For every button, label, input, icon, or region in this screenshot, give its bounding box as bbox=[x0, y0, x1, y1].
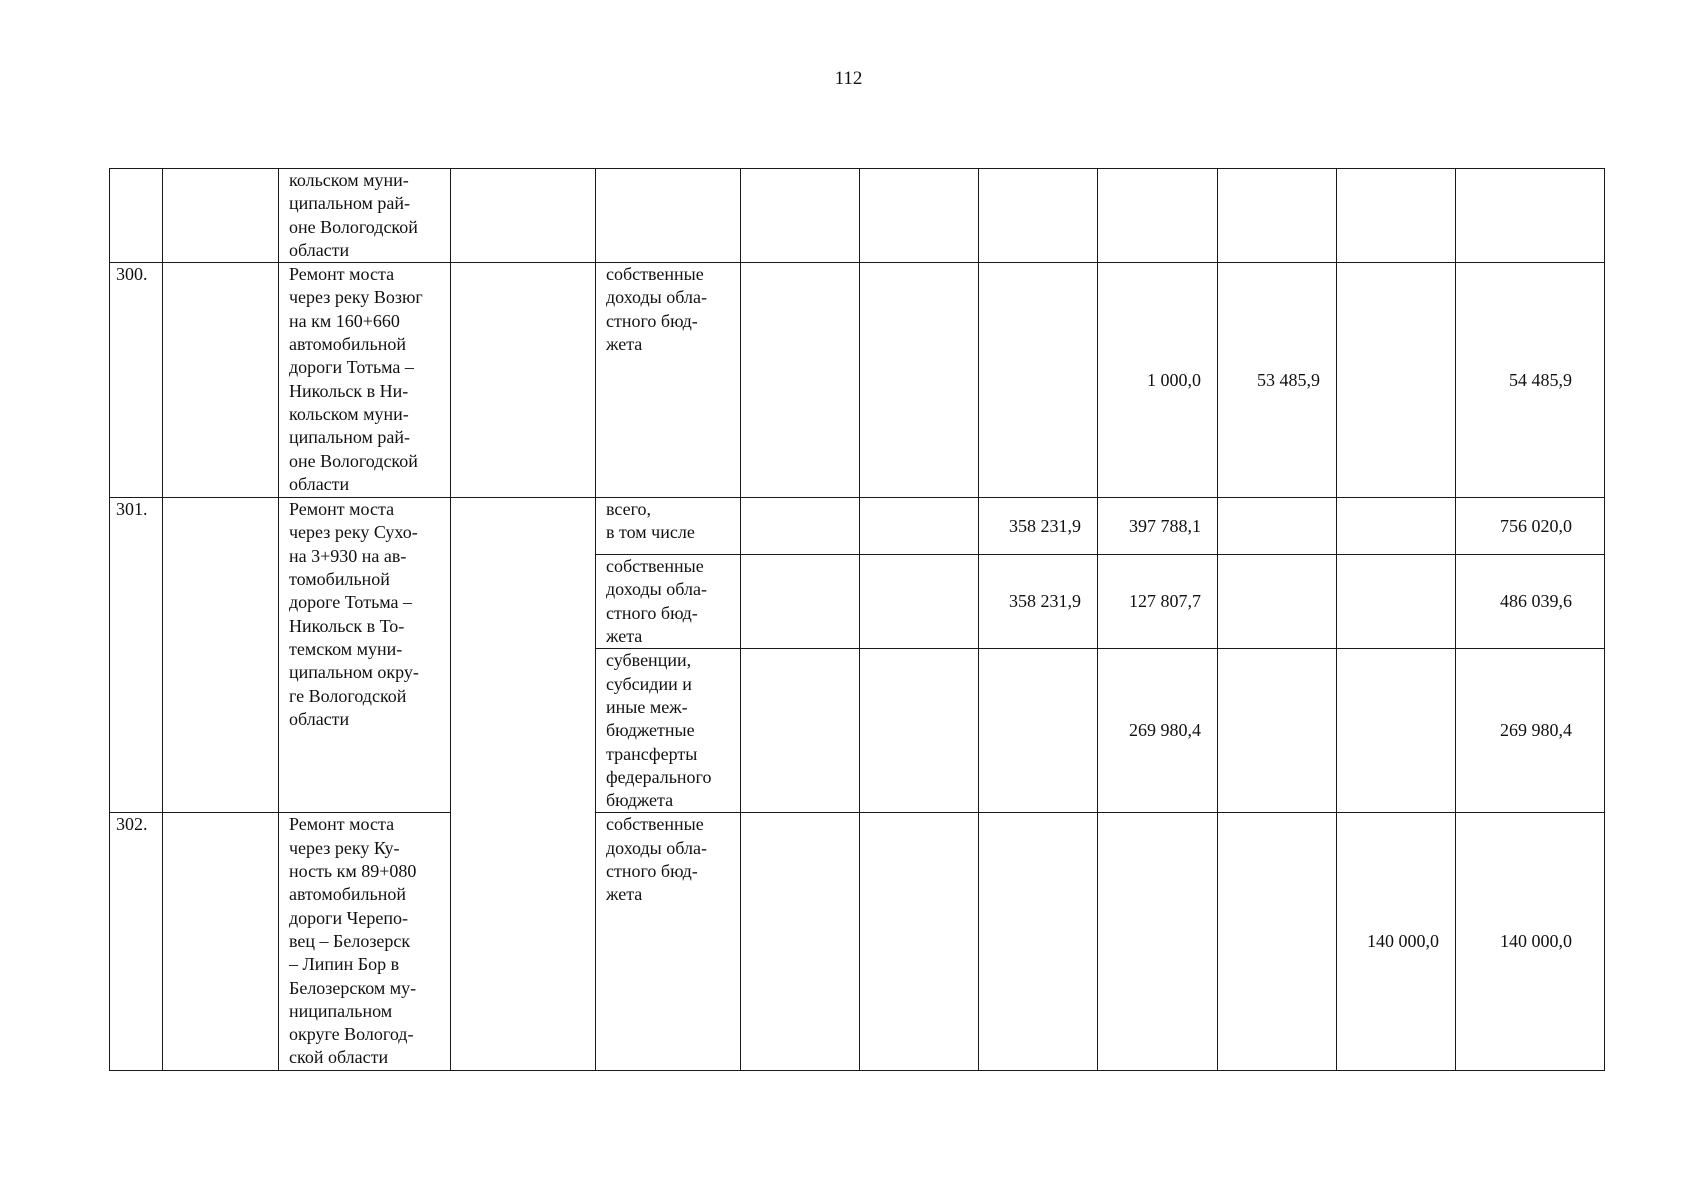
executor-cell bbox=[451, 169, 596, 263]
funding-source-cell: субвенции, субсидии и иные меж- бюджетные трансферты федерального бюджета bbox=[596, 649, 741, 813]
code-cell bbox=[163, 813, 279, 1070]
row-number: 300. bbox=[110, 263, 163, 498]
value-cell: 397 788,1 bbox=[1098, 498, 1218, 555]
value-cell bbox=[1337, 169, 1456, 263]
project-name-cell: Ремонт моста через реку Сухо- на 3+930 на ав- томобильной дороге Тотьма – Никольск в То- темском муни- ципальном окру- ге Вологодской области bbox=[279, 498, 451, 813]
value-cell bbox=[860, 169, 979, 263]
page-number: 112 bbox=[834, 68, 863, 89]
total-cell bbox=[1456, 169, 1605, 263]
value-cell: 358 231,9 bbox=[979, 498, 1098, 555]
project-name-cell: Ремонт моста через реку Ку- ность км 89+080 автомобильной дороги Черепо- вец – Белозерск – Липин Бор в Белозерском му- ниципальном округе Вологод- ской области bbox=[279, 813, 451, 1070]
value-cell bbox=[1098, 169, 1218, 263]
value-cell bbox=[1218, 498, 1337, 555]
project-name-cell: Ремонт моста через реку Возюг на км 160+660 автомобильной дороги Тотьма – Никольск в Ни- кольском муни- ципальном рай- оне Вологодской области bbox=[279, 263, 451, 498]
value-cell bbox=[1337, 649, 1456, 813]
value-cell bbox=[860, 498, 979, 555]
funding-source-cell: всего, в том числе bbox=[596, 498, 741, 555]
value-cell bbox=[979, 263, 1098, 498]
value-cell bbox=[1218, 813, 1337, 1070]
value-cell: 269 980,4 bbox=[1098, 649, 1218, 813]
value-cell bbox=[860, 263, 979, 498]
value-cell: 127 807,7 bbox=[1098, 555, 1218, 649]
value-cell bbox=[1098, 813, 1218, 1070]
total-cell: 140 000,0 bbox=[1456, 813, 1605, 1070]
value-cell bbox=[1218, 169, 1337, 263]
row-number: 302. bbox=[110, 813, 163, 1070]
value-cell bbox=[1218, 649, 1337, 813]
value-cell bbox=[979, 649, 1098, 813]
value-cell bbox=[1337, 263, 1456, 498]
funding-source-cell: собственные доходы обла- стного бюд- жета bbox=[596, 555, 741, 649]
value-cell bbox=[741, 813, 860, 1070]
budget-table bbox=[109, 168, 1605, 1071]
funding-source-cell bbox=[596, 169, 741, 263]
value-cell: 140 000,0 bbox=[1337, 813, 1456, 1070]
total-cell: 486 039,6 bbox=[1456, 555, 1605, 649]
num-cell bbox=[110, 169, 163, 263]
row-number: 301. bbox=[110, 498, 163, 813]
code-cell bbox=[163, 263, 279, 498]
value-cell bbox=[1337, 555, 1456, 649]
value-cell bbox=[1218, 555, 1337, 649]
value-cell bbox=[860, 813, 979, 1070]
value-cell: 1 000,0 bbox=[1098, 263, 1218, 498]
executor-cell bbox=[451, 263, 596, 498]
value-cell bbox=[741, 498, 860, 555]
project-name-cell: кольском муни- ципальном рай- оне Вологодской области bbox=[279, 169, 451, 263]
code-cell bbox=[163, 169, 279, 263]
value-cell bbox=[741, 169, 860, 263]
total-cell: 269 980,4 bbox=[1456, 649, 1605, 813]
funding-source-cell: собственные доходы обла- стного бюд- жета bbox=[596, 813, 741, 1070]
value-cell bbox=[741, 263, 860, 498]
value-cell bbox=[741, 555, 860, 649]
value-cell: 358 231,9 bbox=[979, 555, 1098, 649]
value-cell bbox=[979, 813, 1098, 1070]
value-cell bbox=[1337, 498, 1456, 555]
code-cell bbox=[163, 498, 279, 813]
value-cell: 53 485,9 bbox=[1218, 263, 1337, 498]
executor-cell bbox=[451, 498, 596, 1071]
total-cell: 756 020,0 bbox=[1456, 498, 1605, 555]
total-cell: 54 485,9 bbox=[1456, 263, 1605, 498]
table-row-302 bbox=[110, 813, 1605, 1070]
value-cell bbox=[860, 649, 979, 813]
funding-source-cell: собственные доходы обла- стного бюд- жета bbox=[596, 263, 741, 498]
table-row-300 bbox=[110, 263, 1605, 498]
table-row-301 bbox=[110, 498, 1605, 555]
value-cell bbox=[979, 169, 1098, 263]
value-cell bbox=[741, 649, 860, 813]
table-row-continuation bbox=[110, 169, 1605, 263]
value-cell bbox=[860, 555, 979, 649]
